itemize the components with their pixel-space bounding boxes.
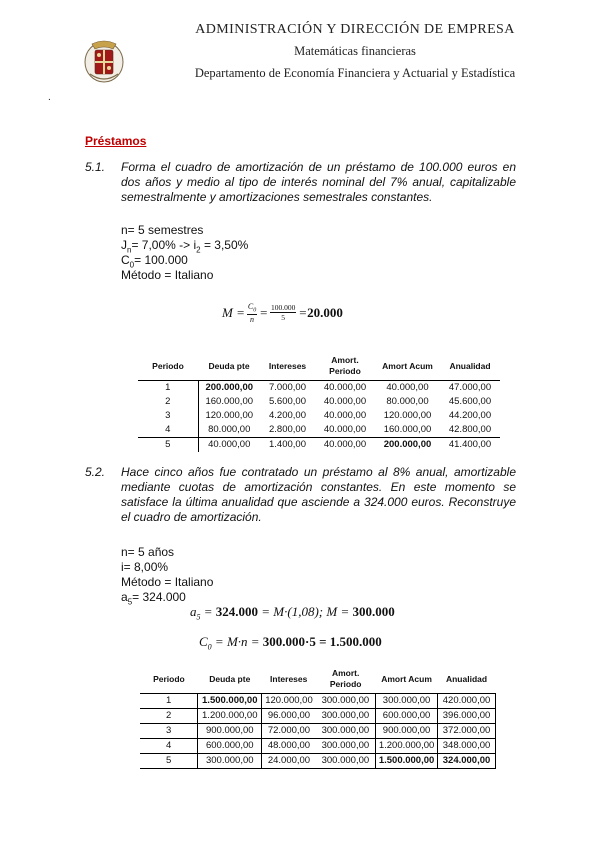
- col-header: Amort. Periodo: [316, 665, 376, 694]
- given-rate-5-1: $J_n= 7,00\% -> i_2 = 3,50\%$: [121, 238, 249, 255]
- table-cell: 4: [140, 739, 198, 754]
- table-cell: 372.000,00: [438, 724, 496, 739]
- table-cell: 2.800,00: [269, 424, 306, 435]
- table-cell: 1.500.000,00: [376, 754, 438, 769]
- problem-number-5-2: 5.2.: [85, 465, 106, 479]
- amortization-table-5-2: [140, 665, 496, 769]
- table-cell: 40.000,00: [315, 438, 375, 453]
- table-cell: 4.200,00: [269, 410, 306, 421]
- formula-capital-5-2: $C_0 = M\cdot n = 300.000\cdot 5 = 1.500.000$: [199, 634, 382, 652]
- table-cell: 3: [165, 410, 171, 421]
- table-cell: 348.000,00: [438, 739, 496, 754]
- table-row: [138, 438, 500, 453]
- header-department: Departamento de Economía Financiera y Actuarial y Estadística: [194, 66, 516, 80]
- table-cell: 120.000,00: [383, 410, 432, 421]
- table-cell: 24.000,00: [262, 754, 316, 769]
- table-cell: 1.200.000,00: [198, 709, 262, 724]
- table-cell: 48.000,00: [262, 739, 316, 754]
- table-cell: 324.000,00: [438, 754, 496, 769]
- table-cell: 80.000,00: [386, 396, 429, 407]
- header-subject: Matemáticas financieras: [294, 44, 416, 58]
- table-cell: 1.400,00: [260, 438, 315, 453]
- table-cell: 120.000,00: [262, 694, 316, 709]
- table-cell: 3: [140, 724, 198, 739]
- table-cell: 40.000,00: [323, 396, 367, 407]
- col-header: Deuda pte: [198, 352, 260, 381]
- table-cell: 5.600,00: [269, 396, 306, 407]
- table-row: [138, 409, 500, 423]
- given-method-5-2: Método = Italiano: [121, 575, 214, 589]
- table-header-row: [140, 665, 496, 694]
- given-n-5-1: n= 5 semestres: [121, 223, 204, 237]
- given-capital-5-1: $C_0= 100.000$: [121, 253, 188, 270]
- table-cell: 1: [140, 694, 198, 709]
- col-header: Intereses: [260, 352, 315, 381]
- table-cell: 5: [138, 438, 198, 453]
- formula-annuity-5-2: $a_5 = 324.000 = M\cdot(1,08)$; M = 300.000: [190, 604, 395, 622]
- table-cell: 5: [140, 754, 198, 769]
- table-cell: 600.000,00: [376, 709, 438, 724]
- col-header: Amort Acum: [375, 352, 440, 381]
- table-cell: 4: [165, 424, 171, 435]
- table-cell: 40.000,00: [198, 438, 260, 453]
- table-cell: 47.000,00: [448, 382, 492, 393]
- problem-number-5-1: 5.1.: [85, 160, 106, 174]
- col-header: Periodo: [138, 352, 198, 381]
- table-cell: 160.000,00: [198, 395, 260, 409]
- table-row: [140, 709, 496, 724]
- given-annuity-5-2: $a_5= 324.000$: [121, 590, 186, 607]
- table-cell: 200.000,00: [375, 438, 440, 453]
- table-row: [140, 694, 496, 709]
- table-row: [140, 754, 496, 769]
- table-cell: 900.000,00: [376, 724, 438, 739]
- given-rate-5-2: i= 8,00%: [121, 560, 169, 574]
- table-cell: 40.000,00: [323, 382, 367, 393]
- table-cell: 80.000,00: [198, 423, 260, 438]
- table-cell: 44.200,00: [448, 410, 492, 421]
- table-cell: 300.000,00: [316, 694, 376, 709]
- table-cell: 1.200.000,00: [376, 739, 438, 754]
- table-cell: 7.000,00: [269, 382, 306, 393]
- given-method-5-1: Método = Italiano: [121, 268, 214, 282]
- table-header-row: [138, 352, 500, 381]
- table-cell: 420.000,00: [438, 694, 496, 709]
- col-header: Periodo: [140, 665, 198, 694]
- col-header: Deuda pte: [198, 665, 262, 694]
- amortization-table-5-1: [138, 352, 500, 452]
- col-header: Amort Acum: [376, 665, 438, 694]
- col-header: Anualidad: [440, 352, 500, 381]
- table-cell: 200.000,00: [198, 381, 260, 396]
- given-n-5-2: n= 5 años: [121, 545, 175, 559]
- table-cell: 300.000,00: [316, 739, 376, 754]
- table-cell: 120.000,00: [198, 409, 260, 423]
- formula-m-5-1: M = $\frac{C_0}{n}$ = $\frac{100.000}{5}$ = 20.000: [222, 302, 343, 324]
- table-cell: 600.000,00: [198, 739, 262, 754]
- table-cell: 40.000,00: [323, 424, 367, 435]
- table-cell: 42.800,00: [448, 424, 492, 435]
- table-cell: 96.000,00: [262, 709, 316, 724]
- table-cell: 396.000,00: [438, 709, 496, 724]
- table-row: [138, 423, 500, 438]
- table-cell: 41.400,00: [440, 438, 500, 453]
- problem-statement-5-2: Hace cinco años fue contratado un préstamo al 8% anual, amortizable mediante cuotas de amortización constantes. En este momento se satisface la última anualidad que asciende a 324.000 euros. Reconstruye el cuadro de amortización.: [121, 465, 516, 524]
- table-cell: 45.600,00: [448, 396, 492, 407]
- col-header: Intereses: [262, 665, 316, 694]
- table-cell: 40.000,00: [386, 382, 429, 393]
- table-cell: 300.000,00: [316, 754, 376, 769]
- table-row: [140, 739, 496, 754]
- table-cell: 900.000,00: [198, 724, 262, 739]
- table-cell: 72.000,00: [262, 724, 316, 739]
- table-cell: 2: [140, 709, 198, 724]
- header-institution: ADMINISTRACIÓN Y DIRECCIÓN DE EMPRESA: [195, 22, 515, 37]
- problem-statement-5-1: Forma el cuadro de amortización de un préstamo de 100.000 euros en dos años y medio al tipo de interés nominal del 7% anual, capitalizable semestralmente y amortizaciones semestrales constantes.: [121, 160, 516, 204]
- table-row: [138, 395, 500, 409]
- table-cell: 300.000,00: [316, 724, 376, 739]
- table-row: [138, 381, 500, 396]
- section-title: Préstamos: [85, 134, 147, 148]
- table-cell: 300.000,00: [316, 709, 376, 724]
- table-cell: 40.000,00: [323, 410, 367, 421]
- table-cell: 2: [165, 396, 171, 407]
- table-row: [140, 724, 496, 739]
- table-cell: 1.500.000,00: [198, 694, 262, 709]
- table-cell: 160.000,00: [383, 424, 432, 435]
- table-cell: 300.000,00: [198, 754, 262, 769]
- col-header: Anualidad: [438, 665, 496, 694]
- stray-dot: .: [48, 92, 51, 103]
- table-cell: 300.000,00: [376, 694, 438, 709]
- col-header: Amort. Periodo: [315, 352, 375, 381]
- table-cell: 1: [165, 382, 171, 393]
